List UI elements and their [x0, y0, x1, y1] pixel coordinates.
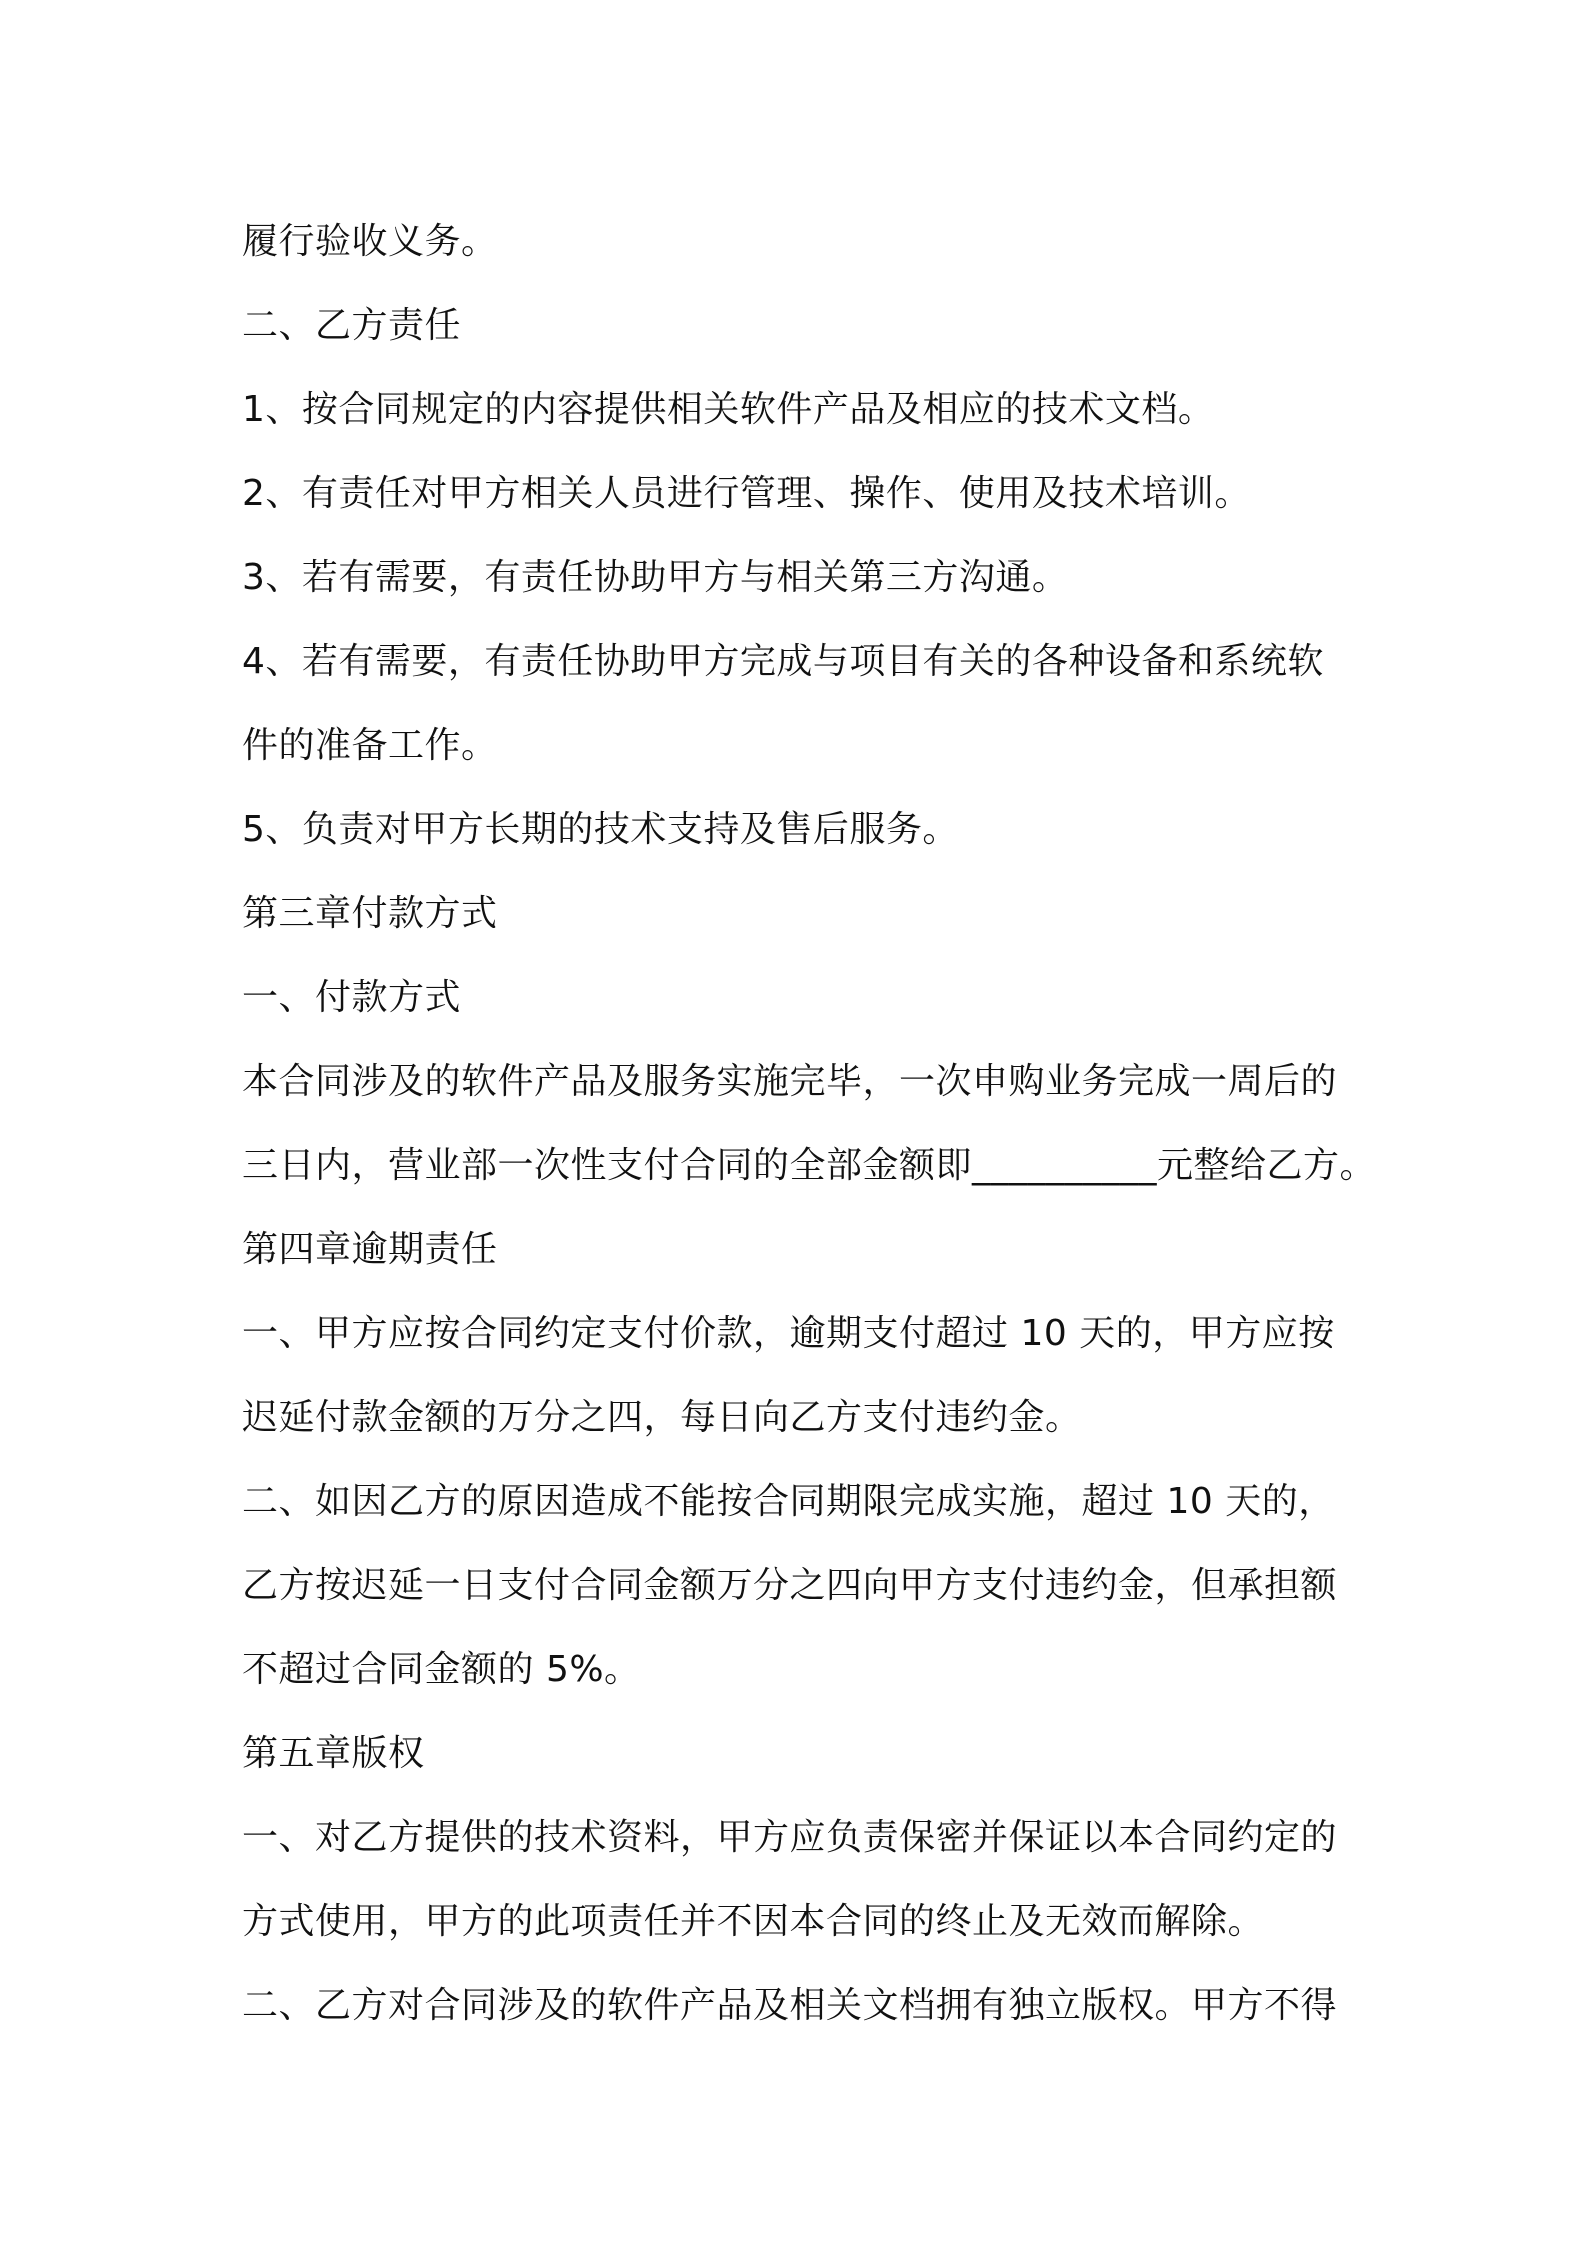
paragraph-line: 不超过合同金额的 5%。 — [242, 1649, 641, 1690]
list-item: 3、若有需要，有责任协助甲方与相关第三方沟通。 — [242, 557, 1069, 598]
paragraph-line: 一、对乙方提供的技术资料，甲方应负责保密并保证以本合同约定的 — [242, 1817, 1338, 1858]
paragraph-line: 方式使用，甲方的此项责任并不因本合同的终止及无效而解除。 — [242, 1901, 1265, 1942]
section-heading-payment-method: 一、付款方式 — [242, 977, 462, 1018]
list-item: 2、有责任对甲方相关人员进行管理、操作、使用及技术培训。 — [242, 473, 1251, 514]
document-body — [242, 200, 1377, 2048]
paragraph-line: 二、乙方对合同涉及的软件产品及相关文档拥有独立版权。甲方不得 — [242, 1985, 1338, 2026]
list-item: 1、按合同规定的内容提供相关软件产品及相应的技术文档。 — [242, 389, 1215, 430]
paragraph-line: 三日内，营业部一次性支付合同的全部金额即__________元整给乙方。 — [242, 1145, 1377, 1186]
list-item-continuation: 件的准备工作。 — [242, 725, 498, 766]
paragraph-line: 一、甲方应按合同约定支付价款，逾期支付超过 10 天的，甲方应按 — [242, 1313, 1335, 1354]
chapter-heading-copyright: 第五章版权 — [242, 1733, 425, 1774]
section-heading-party-b-duties: 二、乙方责任 — [242, 305, 462, 346]
chapter-heading-payment: 第三章付款方式 — [242, 893, 498, 934]
paragraph-line: 本合同涉及的软件产品及服务实施完毕，一次申购业务完成一周后的 — [242, 1061, 1338, 1102]
paragraph-line: 乙方按迟延一日支付合同金额万分之四向甲方支付违约金，但承担额 — [242, 1565, 1338, 1606]
list-item: 4、若有需要，有责任协助甲方完成与项目有关的各种设备和系统软 — [242, 641, 1324, 682]
text-line-continuation: 履行验收义务。 — [242, 221, 498, 262]
chapter-heading-overdue: 第四章逾期责任 — [242, 1229, 498, 1270]
list-item: 5、负责对甲方长期的技术支持及售后服务。 — [242, 809, 959, 850]
paragraph-line: 二、如因乙方的原因造成不能按合同期限完成实施，超过 10 天的， — [242, 1481, 1335, 1522]
paragraph-line: 迟延付款金额的万分之四，每日向乙方支付违约金。 — [242, 1397, 1082, 1438]
